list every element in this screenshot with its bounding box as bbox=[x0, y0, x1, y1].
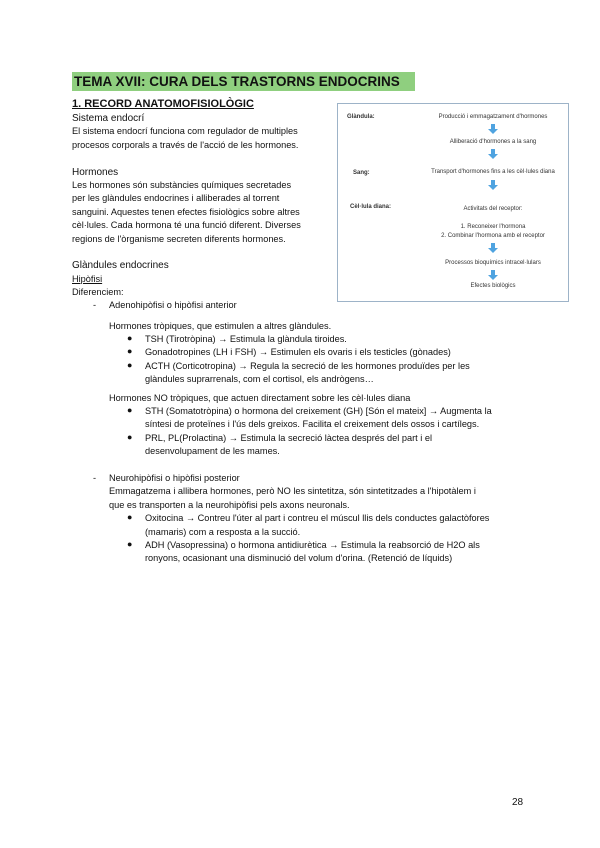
diagram-label-cellula-diana: Cèl·lula diana: bbox=[350, 204, 392, 210]
tropiques-item-cont: glàndules suprarrenals, com el cortisol, els andrògens… bbox=[145, 374, 374, 384]
no-tropiques-item: STH (Somatotròpina) o hormona del creixement (GH) [Són el mateix] → Augmenta la bbox=[145, 406, 492, 416]
adenohipofisi-label: Adenohipòfisi o hipòfisi anterior bbox=[109, 300, 237, 310]
sistema-endocri-label: Sistema endocrí bbox=[72, 113, 145, 124]
neurohipofisi-label: Neurohipòfisi o hipòfisi posterior bbox=[109, 473, 240, 483]
list-dash: - bbox=[93, 473, 97, 483]
section-heading: 1. RECORD ANATOMOFISIOLÒGIC bbox=[72, 98, 254, 110]
diagram-step: Activitats del receptor: bbox=[463, 206, 523, 212]
hormone-flow-diagram bbox=[337, 103, 569, 302]
hormones-text-line: sanguini. Aquestes tenen efectes fisiològics sobre altres bbox=[72, 207, 300, 217]
tropiques-intro: Hormones tròpiques, que estimulen a altres glàndules. bbox=[109, 321, 332, 331]
diagram-step: Efectes biològics bbox=[470, 283, 516, 289]
chapter-title: TEMA XVII: CURA DELS TRASTORNS ENDOCRINS bbox=[72, 72, 415, 91]
hormones-text-line: regions de l'òrganisme secreten diferents hormones. bbox=[72, 234, 286, 244]
diferenciem-label: Diferenciem: bbox=[72, 287, 124, 297]
hormones-label: Hormones bbox=[72, 167, 119, 178]
no-tropiques-item-cont: síntesi de proteïnes i l'ús dels greixos. Facilita el creixement dels ossos i cartílegs. bbox=[145, 419, 480, 429]
bullet-icon: ● bbox=[127, 512, 133, 522]
no-tropiques-item: PRL, PL(Prolactina) → Estimula la secreció làctea després del part i el bbox=[145, 433, 432, 443]
diagram-label-glandula: Glàndula: bbox=[347, 114, 375, 120]
no-tropiques-intro: Hormones NO tròpiques, que actuen directament sobre les cèl·lules diana bbox=[109, 393, 411, 403]
diagram-step: Transport d'hormones fins a les cèl·lules diana bbox=[431, 169, 555, 175]
diagram-label-sang: Sang: bbox=[353, 170, 370, 176]
neuro-item-cont: ronyons, ocasionant una disminució del volum d'orina. (Retenció de líquids) bbox=[145, 553, 453, 563]
hormones-text-line: Les hormones són substàncies químiques secretades bbox=[72, 180, 292, 190]
tropiques-item: TSH (Tirotròpina) → Estimula la glàndula tiroides. bbox=[145, 334, 347, 344]
bullet-icon: ● bbox=[127, 432, 133, 442]
neuro-desc-line: que es transporten a la neurohipòfisi pels axons neuronals. bbox=[109, 500, 350, 510]
bullet-icon: ● bbox=[127, 539, 133, 549]
list-dash: - bbox=[93, 300, 97, 310]
glandules-label: Glàndules endocrines bbox=[72, 260, 169, 271]
neuro-item: Oxitocina → Contreu l'úter al part i contreu el múscul llis dels conductes galactòfores bbox=[145, 513, 490, 523]
diagram-step: 2. Combinar l'hormona amb el receptor bbox=[441, 233, 545, 239]
bullet-icon: ● bbox=[127, 360, 133, 370]
sistema-text-line: procesos corporals a través de l'acció de les hormones. bbox=[72, 140, 299, 150]
hormones-text-line: cèl·lules. Cada hormona té una funció diferent. Diverses bbox=[72, 220, 301, 230]
tropiques-item: Gonadotropines (LH i FSH) → Estimulen els ovaris i els testicles (gònades) bbox=[145, 347, 451, 357]
diagram-step: Producció i emmagatzament d'hormones bbox=[438, 114, 548, 120]
bullet-icon: ● bbox=[127, 346, 133, 356]
diagram-step: 1. Reconeixer l'hormona bbox=[460, 224, 526, 230]
page-number: 28 bbox=[512, 797, 524, 808]
no-tropiques-item-cont: desenvolupament de les mames. bbox=[145, 446, 280, 456]
neuro-item: ADH (Vasopressina) o hormona antidiurètica → Estimula la reabsorció de H2O als bbox=[145, 540, 480, 550]
bullet-icon: ● bbox=[127, 405, 133, 415]
neuro-desc-line: Emmagatzema i allibera hormones, però NO les sintetitza, són sintetitzades a l'hipotàlem i bbox=[109, 486, 476, 496]
hormones-text-line: per les glàndules endocrines i alliberades al torrent bbox=[72, 193, 280, 203]
diagram-step: Processos bioquímics intracel·lulars bbox=[445, 260, 541, 266]
tropiques-item: ACTH (Corticotropina) → Regula la secreció de les hormones produïdes per les bbox=[145, 361, 470, 371]
bullet-icon: ● bbox=[127, 333, 133, 343]
sistema-text-line: El sistema endocrí funciona com regulador de multiples bbox=[72, 126, 298, 136]
hipofisi-label: Hipòfisi bbox=[72, 274, 103, 284]
neuro-item-cont: (mamaris) com a resposta a la succió. bbox=[145, 527, 301, 537]
diagram-step: Alliberació d'hormones a la sang bbox=[449, 139, 537, 145]
